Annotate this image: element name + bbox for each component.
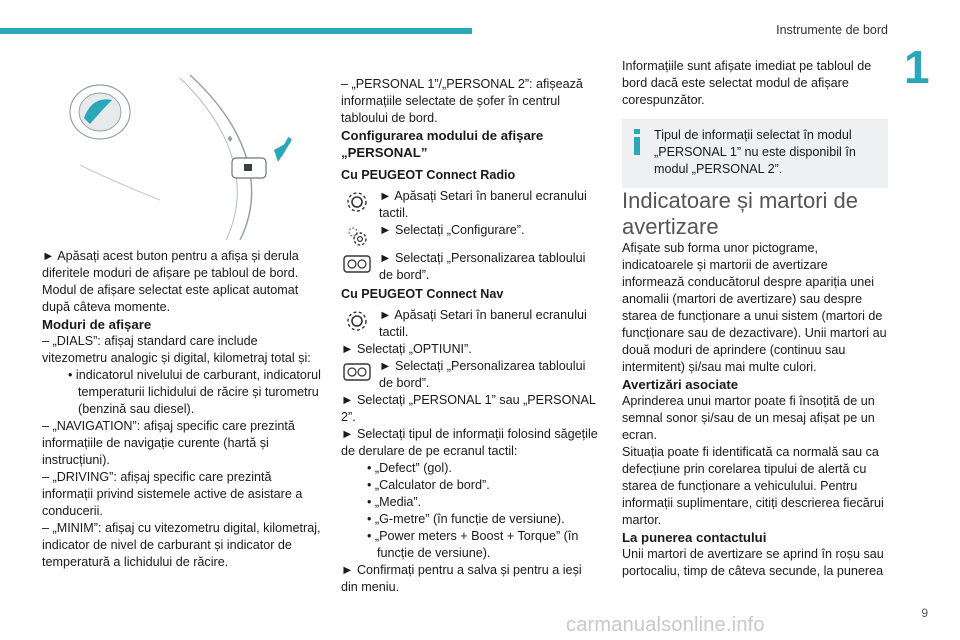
nav-step2-text: ► Selectați „OPTIUNI”. xyxy=(341,342,472,356)
option-defect: • „Defect” (gol). xyxy=(367,461,452,475)
option-media: • „Media”. xyxy=(367,495,422,509)
nav-step-personalize xyxy=(341,358,601,392)
paragraph-display-immediate: Informațiile sunt afișate imediat pe tabloul de bord dacă este selectat modul de afișare corespunzător. xyxy=(622,59,872,107)
radio-step-settings xyxy=(341,188,601,222)
mode-personal: – „PERSONAL 1”/„PERSONAL 2”: afișează informațiile selectate de șofer în centrul tabloului de bord. xyxy=(341,77,583,125)
heading-connect-nav: Cu PEUGEOT Connect Nav xyxy=(341,287,504,301)
settings-gear-icon xyxy=(341,307,373,335)
page-number: 9 xyxy=(921,606,928,620)
section-title: Instrumente de bord xyxy=(776,23,888,37)
section-heading-indicators: Indicatoare și martori de avertizare xyxy=(622,188,858,239)
instruction-press-button: ► Apăsați acest buton pentru a afișa și derula diferitele moduri de afișare pe tabloul de bord. xyxy=(42,249,299,280)
info-note-box xyxy=(622,119,888,188)
option-g-metre: • „G-metre” (în funcție de versiune). xyxy=(367,512,565,526)
nav-step3-text: ► Selectați „Personalizarea tabloului de bord”. xyxy=(379,359,586,390)
mode-dials: – „DIALS”: afișaj standard care include vitezometru analogic și digital, kilometraj total și: xyxy=(42,334,311,365)
mode-navigation: – „NAVIGATION”: afișaj specific care prezintă informațiile de navigație curente (hartă și instrucțiuni). xyxy=(42,419,295,467)
mode-dials-bullet: • indicatorul nivelului de carburant, indicatorul temperaturii lichidului de răcire și turometru (benzină sau diesel). xyxy=(68,368,321,416)
nav-step5-text: ► Selectați tipul de informații folosind săgețile de derulare de pe ecranul tactil: xyxy=(341,427,598,458)
paragraph-warning-situation: Situația poate fi identificată ca normală sau ca defecțiune prin corelarea tipului de alertă cu starea de funcționare a vehiculului. Pentru informații suplimentare, citiți descrierea fiecărui martor. xyxy=(622,445,884,527)
info-note-text: Tipul de informații selectat în modul „PERSONAL 1” nu este disponibil în modul „PERSONAL 2”. xyxy=(654,128,856,176)
confirm-text: ► Confirmați pentru a salva și pentru a ieși din meniu. xyxy=(341,563,582,594)
nav-step1-text: ► Apăsați Setari în banerul ecranului tactil. xyxy=(379,308,587,339)
heading-display-modes: Moduri de afișare xyxy=(42,317,152,332)
radio-step-personalize xyxy=(341,250,601,284)
radio-step2-text: ► Selectați „Configurare”. xyxy=(379,223,525,237)
paragraph-warning-signal: Aprinderea unui martor poate fi însoțită de un semnal sonor și/sau de un mesaj afișat pe un ecran. xyxy=(622,394,875,442)
radio-step-configure xyxy=(341,222,601,250)
heading-associated-warnings: Avertizări asociate xyxy=(622,377,739,392)
nav-step-settings xyxy=(341,307,601,341)
dashboard-dials-icon xyxy=(341,250,373,278)
steering-wheel-illustration xyxy=(40,70,320,240)
heading-connect-radio: Cu PEUGEOT Connect Radio xyxy=(341,168,516,182)
chapter-number: 1 xyxy=(904,41,930,93)
option-trip-computer: • „Calculator de bord”. xyxy=(367,478,490,492)
mode-driving: – „DRIVING”: afișaj specific care prezintă informații privind sistemele active de asistare a conducerii. xyxy=(42,470,303,518)
paragraph-ignition: Unii martori de avertizare se aprind în roșu sau portocaliu, timp de câteva secunde, la punerea xyxy=(622,547,884,578)
option-power-meters: • „Power meters + Boost + Torque” (în funcție de versiune). xyxy=(367,529,579,560)
column-3 xyxy=(622,58,888,580)
mode-minim: – „MINIM”: afișaj cu vitezometru digital, kilometraj, indicator de nivel de carburant și indicator de temperatură a lichidului de răcire. xyxy=(42,521,321,569)
paragraph-indicators-intro: Afișate sub forma unor pictograme, indicatoarele și martorii de avertizare informează conducătorul despre apariția unei anomalii (martori de avertizare) sau despre starea de funcționare a unui sistem (martori de funcționare sau de dezactivare). Unii martori au două moduri de aprindere (continuu sau intermitent) și/sau mai multe culori. xyxy=(622,241,887,374)
column-1 xyxy=(42,248,322,571)
info-icon xyxy=(630,127,644,157)
svg-text:♦: ♦ xyxy=(226,135,235,145)
paragraph-mode-applied: Modul de afișare selectat este aplicat automat după câteva momente. xyxy=(42,283,299,314)
column-2 xyxy=(341,76,601,596)
heading-ignition-on: La punerea contactului xyxy=(622,530,767,545)
watermark: carmanualsonline.info xyxy=(566,614,765,636)
dashboard-dials-icon xyxy=(341,358,373,386)
configure-gears-icon xyxy=(341,222,373,250)
heading-configure-personal: Configurarea modului de afișare „PERSONAL” xyxy=(341,128,544,160)
nav-step4-text: ► Selectați „PERSONAL 1” sau „PERSONAL 2”. xyxy=(341,393,596,424)
settings-gear-icon xyxy=(341,188,373,216)
radio-step1-text: ► Apăsați Setari în banerul ecranului tactil. xyxy=(379,189,587,220)
header-accent-bar xyxy=(0,28,472,34)
radio-step3-text: ► Selectați „Personalizarea tabloului de bord”. xyxy=(379,251,586,282)
